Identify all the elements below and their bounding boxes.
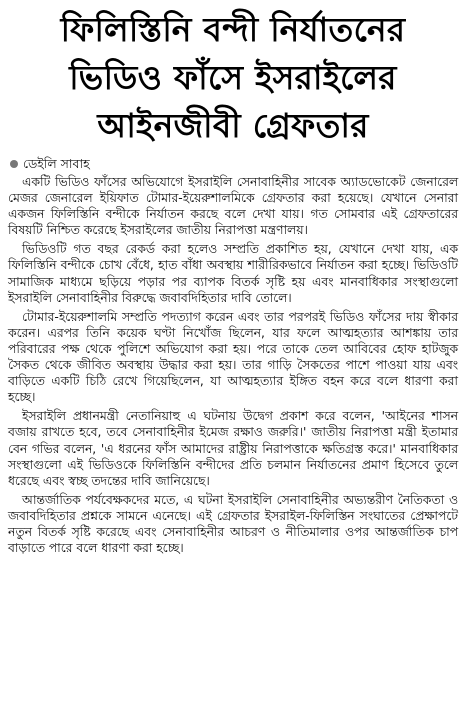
headline-line: ভিডিও ফাঁসে ইসরাইলের — [69, 58, 397, 97]
paragraph: ভিডিওটি গত বছর রেকর্ড করা হলেও সম্প্রতি প্রকাশিত হয়, যেখানে দেখা যায়, এক ফিলিস্তিনি বন্দীকে চোখ বেঁধে, হাত বাঁধা অবস্থায় শারীরিকভাবে নির্যাতন করা হচ্ছে। ভিডিওটি সামাজিক মাধ্যমে ছড়িয়ে পড়ার পর ব্যাপক বিতর্ক সৃষ্টি হয় এবং মানবাধিকার সংস্থাগুলো ইসরাইলি সেনাবাহিনীর বিরুদ্ধে জবাবদিহিতার দাবি তোলে। — [8, 242, 458, 305]
headline-line: আইনজীবী গ্রেফতার — [97, 106, 369, 145]
byline — [10, 156, 458, 172]
article-body — [8, 174, 458, 556]
paragraph: একটি ভিডিও ফাঁসের অভিযোগে ইসরাইলি সেনাবাহিনীর সাবেক অ্যাডভোকেট জেনারেল মেজর জেনারেল ইয়িফাত টোমার-ইয়েরুশালমিকে গ্রেফতার করা হয়েছে। যেখানে সেনারা একজন ফিলিস্তিনি বন্দীকে নির্যাতন করছে বলে দেখা যায়। গত সোমবার এই গ্রেফতারের বিষয়টি নিশ্চিত করেছে ইসরাইলের জাতীয় নিরাপত্তা মন্ত্রণালয়। — [8, 175, 458, 238]
paragraph: টোমার-ইয়েরুশালমি সম্প্রতি পদত্যাগ করেন এবং তার পরপরই ভিডিও ফাঁসের দায় স্বীকার করেন। এরপর তিনি কয়েক ঘণ্টা নিখোঁজ ছিলেন, যার ফলে আত্মহত্যার আশঙ্কায় তার পরিবারের পক্ষ থেকে পুলিশে অভিযোগ করা হয়। পরে তাকে তেল আবিবের হোফ হাটজুক সৈকত থেকে জীবিত অবস্থায় উদ্ধার করা হয়। তার গাড়ি সৈকতের পাশে পাওয়া যায় এবং বাড়িতে একটি চিঠি রেখে গিয়েছিলেন, যা আত্মহত্যার ইঙ্গিত বহন করে বলে ধারণা করা হচ্ছে। — [8, 309, 458, 405]
paragraph: আন্তর্জাতিক পর্যবেক্ষকদের মতে, এ ঘটনা ইসরাইলি সেনাবাহিনীর অভ্যন্তরীণ নৈতিকতা ও জবাবদিহিতার প্রশ্নকে সামনে এনেছে। এই গ্রেফতার ইসরাইল-ফিলিস্তিন সংঘাতের প্রেক্ষাপটে নতুন বিতর্ক সৃষ্টি করেছে এবং সেনাবাহিনীর আচরণ ও নীতিমালার ওপর আন্তর্জাতিক চাপ বাড়াতে পারে বলে ধারণা করা হচ্ছে। — [8, 492, 458, 556]
byline-source: ডেইলি সাবাহ — [23, 156, 90, 171]
headline-line: ফিলিস্তিনি বন্দী নির্যাতনের — [60, 10, 406, 49]
paragraph: ইসরাইলি প্রধানমন্ত্রী নেতানিয়াহু এ ঘটনায় উদ্বেগ প্রকাশ করে বলেন, 'আইনের শাসন বজায় রাখতে হবে, তবে সেনাবাহিনীর ইমেজ রক্ষাও জরুরি।' জাতীয় নিরাপত্তা মন্ত্রী ইতামার বেন গভির বলেন, 'এ ধরনের ফাঁস আমাদের রাষ্ট্রীয় নিরাপত্তাকে ক্ষতিগ্রস্ত করে।' মানবাধিকার সংস্থাগুলো এই ভিডিওকে ফিলিস্তিনি বন্দীদের প্রতি চলমান নির্যাতনের প্রমাণ হিসেবে তুলে ধরেছে এবং স্বচ্ছ তদন্তের দাবি জানিয়েছে। — [8, 409, 458, 488]
bullet-icon — [10, 160, 18, 168]
headline — [8, 6, 458, 150]
